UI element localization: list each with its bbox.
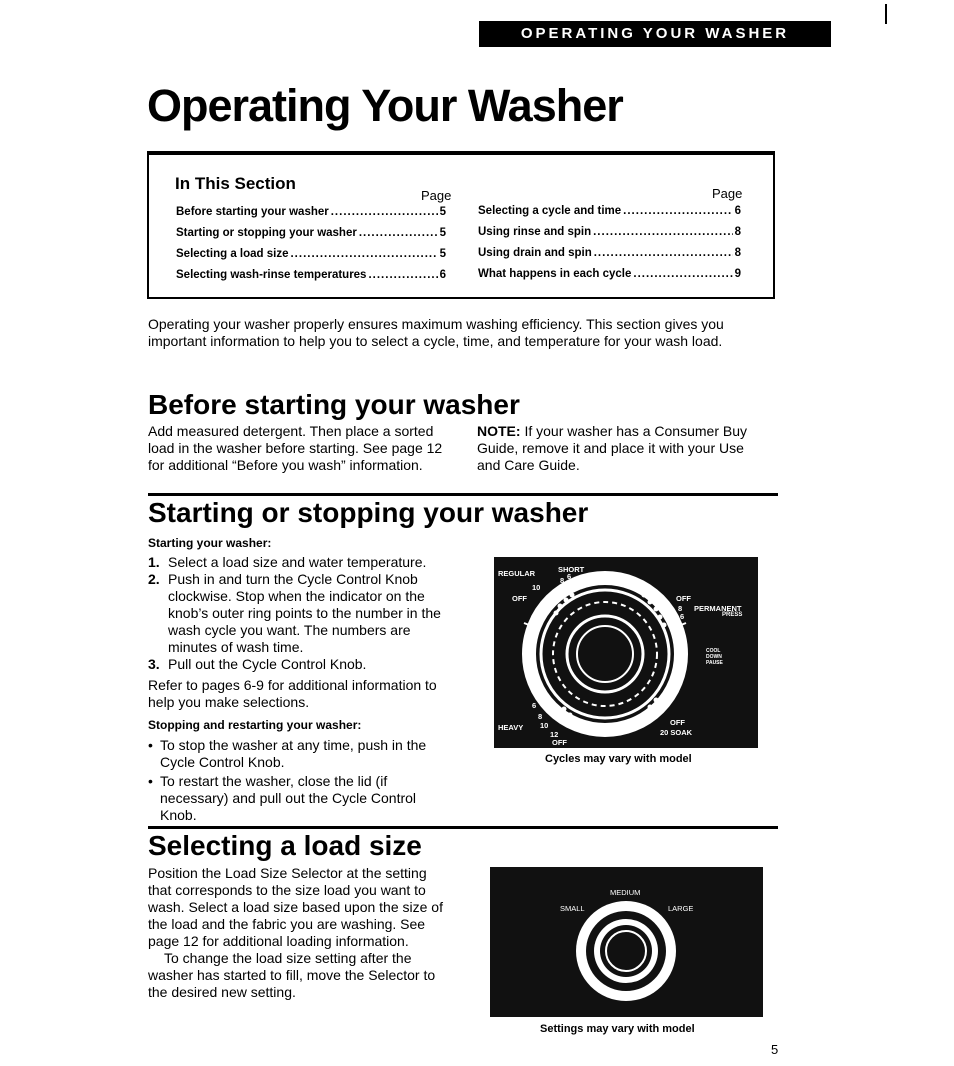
dial-num: 12 — [550, 730, 559, 739]
note-label: NOTE: — [477, 423, 521, 439]
before-note — [477, 423, 767, 474]
toc-entry[interactable]: Selecting a cycle and time ..... 6 — [478, 205, 741, 226]
dial-label-soak: 20 SOAK — [660, 728, 693, 737]
step-item: 3. Pull out the Cycle Control Knob. — [148, 656, 367, 672]
page-number: 5 — [771, 1042, 779, 1057]
toc-entry[interactable]: Selecting a load size ..... 5 — [176, 248, 446, 269]
load-paragraph: Position the Load Size Selector at the setting that corresponds to the size load you want to wash. Select a load size based upon the size of the load and the fabric you are washing. See page 12 for additional loading information. — [148, 865, 443, 949]
toc-left-list — [176, 206, 446, 290]
starting-subheading: Starting your washer: — [148, 536, 272, 550]
load-caption: Settings may vary with model — [540, 1023, 695, 1035]
dial-label-press: PRESS — [722, 612, 743, 618]
toc-entry[interactable]: Selecting wash-rinse temperatures ..... 6 — [176, 269, 446, 290]
dial-num: 10 — [540, 721, 549, 730]
divider — [148, 826, 778, 829]
dial-label-heavy: HEAVY — [498, 723, 524, 732]
load-label-small: SMALL — [560, 904, 585, 913]
load-dial-figure — [490, 867, 763, 1017]
toc-heading: In This Section — [175, 174, 296, 193]
toc-page-header-left: Page — [421, 188, 452, 203]
before-text: Add measured detergent. Then place a sorted load in the washer before starting. See page 12 for additional “Before you wash” information. — [148, 423, 443, 473]
toc-page-header-right: Page — [712, 186, 743, 201]
bullet-item: • To restart the washer, close the lid (if necessary) and pull out the Cycle Control Knob. — [148, 773, 417, 823]
dial-num: 8 — [538, 712, 543, 721]
dial-num: 8 — [678, 604, 683, 613]
toc-right-list — [478, 205, 741, 289]
note-text: If your washer has a Consumer Buy Guide, remove it and place it with your Use and Care Guide. — [477, 423, 747, 473]
load-heading: Selecting a load size — [148, 830, 422, 861]
dial-label-permanent: PERMANENT — [694, 604, 742, 613]
dial-num: 8 — [560, 576, 565, 585]
dial-num: 6 — [680, 612, 685, 621]
dial-label-off-bottom: OFF — [552, 738, 567, 747]
toc-entry[interactable]: Using rinse and spin ..... 8 — [478, 226, 741, 247]
dial-num: 10 — [532, 583, 541, 592]
load-paragraph: To change the load size setting after the washer has started to fill, move the Selector to the desired new setting. — [148, 950, 436, 1000]
dial-label-off-br: OFF — [670, 718, 685, 727]
dial-label-down: DOWN — [706, 654, 722, 660]
load-label-medium: MEDIUM — [610, 888, 641, 897]
bullet-item: • To stop the washer at any time, push in the Cycle Control Knob. — [148, 737, 427, 770]
page-title: Operating Your Washer — [147, 80, 623, 131]
load-text — [148, 865, 448, 1001]
cycle-caption: Cycles may vary with model — [545, 753, 692, 765]
before-heading: Before starting your washer — [148, 389, 520, 420]
dial-label-cool: COOL — [706, 648, 721, 654]
step-item: 1. Select a load size and water temperature. — [148, 554, 427, 570]
step-item: 2. Push in and turn the Cycle Control Knob clockwise. Stop when the indicator on the knob’s outer ring points to the number in the wash cycle you want. The numbers are minutes of wash time. — [148, 571, 441, 655]
dial-label-short: SHORT — [558, 565, 585, 574]
dial-label-off-left: OFF — [512, 594, 527, 603]
dial-label-off-right: OFF — [676, 594, 691, 603]
toc-entry[interactable]: Starting or stopping your washer ..... 5 — [176, 227, 446, 248]
starting-heading: Starting or stopping your washer — [148, 497, 589, 528]
toc-entry[interactable]: Using drain and spin ..... 8 — [478, 247, 741, 268]
cycle-dial-figure — [494, 557, 758, 748]
starting-steps — [148, 554, 448, 824]
intro-paragraph: Operating your washer properly ensures maximum washing efficiency. This section gives you important information to help you to select a cycle, time, and temperature for your wash load. — [148, 316, 724, 349]
toc-entry[interactable]: What happens in each cycle ..... 9 — [478, 268, 741, 289]
refer-text: Refer to pages 6-9 for additional information to help you make selections. — [148, 677, 437, 710]
dial-num: 6 — [532, 701, 537, 710]
dial-num: 6 — [567, 572, 572, 581]
dial-label-regular: REGULAR — [498, 569, 536, 578]
load-label-large: LARGE — [668, 904, 694, 913]
dial-label-pause: PAUSE — [706, 660, 723, 666]
section-banner: OPERATING YOUR WASHER — [479, 21, 831, 47]
toc-entry[interactable]: Before starting your washer ..... 5 — [176, 206, 446, 227]
margin-mark — [885, 4, 887, 24]
stopping-subheading: Stopping and restarting your washer: — [148, 718, 362, 732]
divider — [148, 493, 778, 496]
